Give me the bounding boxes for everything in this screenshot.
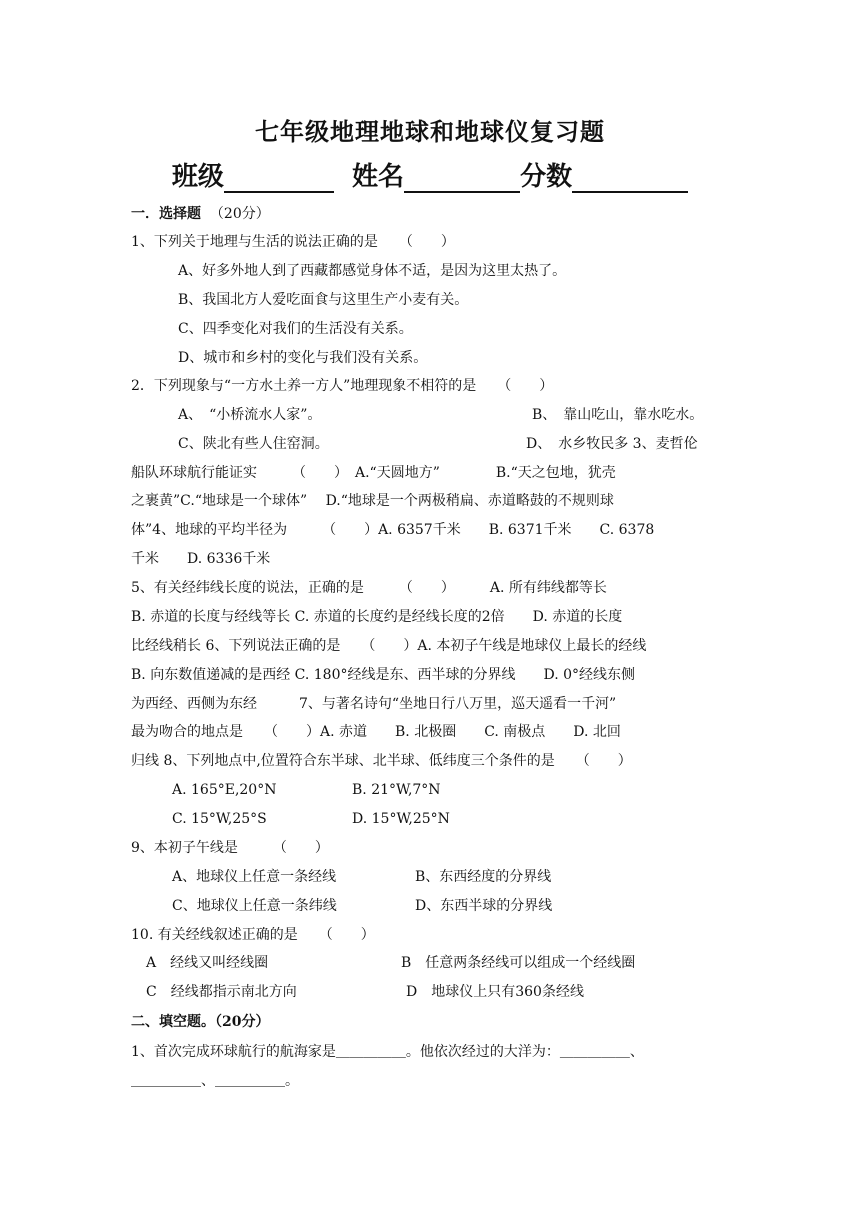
question-9: 9、本初子午线是 （ ） <box>131 840 329 856</box>
q8-option-c: C. 15°W,25°S <box>172 811 267 827</box>
section1-title: 一．选择题 <box>131 206 201 222</box>
paragraph-line-4: 千米 D. 6336千米 <box>131 551 271 567</box>
paragraph-line-6: B. 赤道的长度与经线等长 C. 赤道的长度约是经线长度的2倍 D. 赤道的长度 <box>131 609 623 625</box>
q10-option-a: A 经线又叫经线圈 <box>146 955 269 971</box>
paragraph-line-5: 5、有关经纬线长度的说法，正确的是 （ ） A. 所有纬线都等长 <box>131 580 607 596</box>
q9-option-b: B、东西经度的分界线 <box>415 869 552 885</box>
class-label: 班级 <box>171 162 224 192</box>
section1-heading <box>131 205 270 223</box>
paragraph-line-9: 为西经、西侧为东经 7、与著名诗句“坐地日行八万里，巡天遥看一千河” <box>131 696 617 712</box>
fill-question-1: 1、首次完成环球航行的航海家是＿＿＿＿＿。他依次经过的大洋为：＿＿＿＿＿、 <box>131 1044 644 1060</box>
question-10: 10. 有关经线叙述正确的是 （ ） <box>131 927 375 943</box>
name-blank[interactable] <box>404 167 520 193</box>
section2-heading: 二、填空题。（20分） <box>131 1014 270 1030</box>
question-1: 1、下列关于地理与生活的说法正确的是 （ ） <box>131 234 455 250</box>
paragraph-line-1: 船队环球航行能证实 （ ） A.“天圆地方” B.“天之包地，犹壳 <box>131 465 616 481</box>
paragraph-line-10: 最为吻合的地点是 （ ）A. 赤道 B. 北极圈 C. 南极点 D. 北回 <box>131 724 621 740</box>
section1-points: （20分） <box>209 206 270 222</box>
q2-option-d: D、 水乡牧民多 3、麦哲伦 <box>526 436 698 452</box>
q2-option-b: B、 靠山吃山，靠水吃水。 <box>532 407 704 423</box>
q8-option-b: B. 21°W,7°N <box>352 782 441 798</box>
q9-option-d: D、东西半球的分界线 <box>415 898 553 914</box>
q9-option-a: A、地球仪上任意一条经线 <box>172 869 337 885</box>
paragraph-line-7: 比经线稍长 6、下列说法正确的是 （ ）A. 本初子午线是地球仪上最长的经线 <box>131 638 647 654</box>
paragraph-line-2: 之裹黄”C.“地球是一个球体” D.“地球是一个两极稍扁、赤道略鼓的不规则球 <box>131 493 614 509</box>
question-2: 2．下列现象与“一方水土养一方人”地理现象不相符的是 （ ） <box>131 378 554 394</box>
student-info-row <box>0 156 860 193</box>
q1-option-a: A、好多外地人到了西藏都感觉身体不适，是因为这里太热了。 <box>178 263 567 279</box>
paragraph-line-3: 体”4、地球的平均半径为 （ ）A. 6357千米 B. 6371千米 C. 6378 <box>131 522 655 538</box>
score-label: 分数 <box>520 162 573 192</box>
paragraph-line-8: B. 向东数值递减的是西经 C. 180°经线是东、西半球的分界线 D. 0°经线东侧 <box>131 667 636 683</box>
q8-option-a: A. 165°E,20°N <box>172 782 277 798</box>
q8-option-d: D. 15°W,25°N <box>352 811 450 827</box>
q10-option-d: D 地球仪上只有360条经线 <box>406 984 584 1000</box>
q2-option-a: A、 “小桥流水人家”。 <box>178 407 322 423</box>
fill-question-1-cont: ＿＿＿＿＿、＿＿＿＿＿。 <box>131 1073 299 1089</box>
q9-option-c: C、地球仪上任意一条纬线 <box>172 898 337 914</box>
paragraph-line-11: 归线 8、下列地点中,位置符合东半球、北半球、低纬度三个条件的是 （ ） <box>131 753 632 769</box>
q1-option-c: C、四季变化对我们的生活没有关系。 <box>178 321 413 337</box>
page-title: 七年级地理地球和地球仪复习题 <box>255 117 605 146</box>
q1-option-b: B、我国北方人爱吃面食与这里生产小麦有关。 <box>178 292 469 308</box>
name-label: 姓名 <box>352 162 405 192</box>
score-blank[interactable] <box>572 167 688 193</box>
q2-option-c: C、陕北有些人住窑洞。 <box>178 436 329 452</box>
q10-option-c: C 经线都指示南北方向 <box>146 984 297 1000</box>
class-blank[interactable] <box>224 167 334 193</box>
q1-option-d: D、城市和乡村的变化与我们没有关系。 <box>178 350 428 366</box>
q10-option-b: B 任意两条经线可以组成一个经线圈 <box>401 955 636 971</box>
